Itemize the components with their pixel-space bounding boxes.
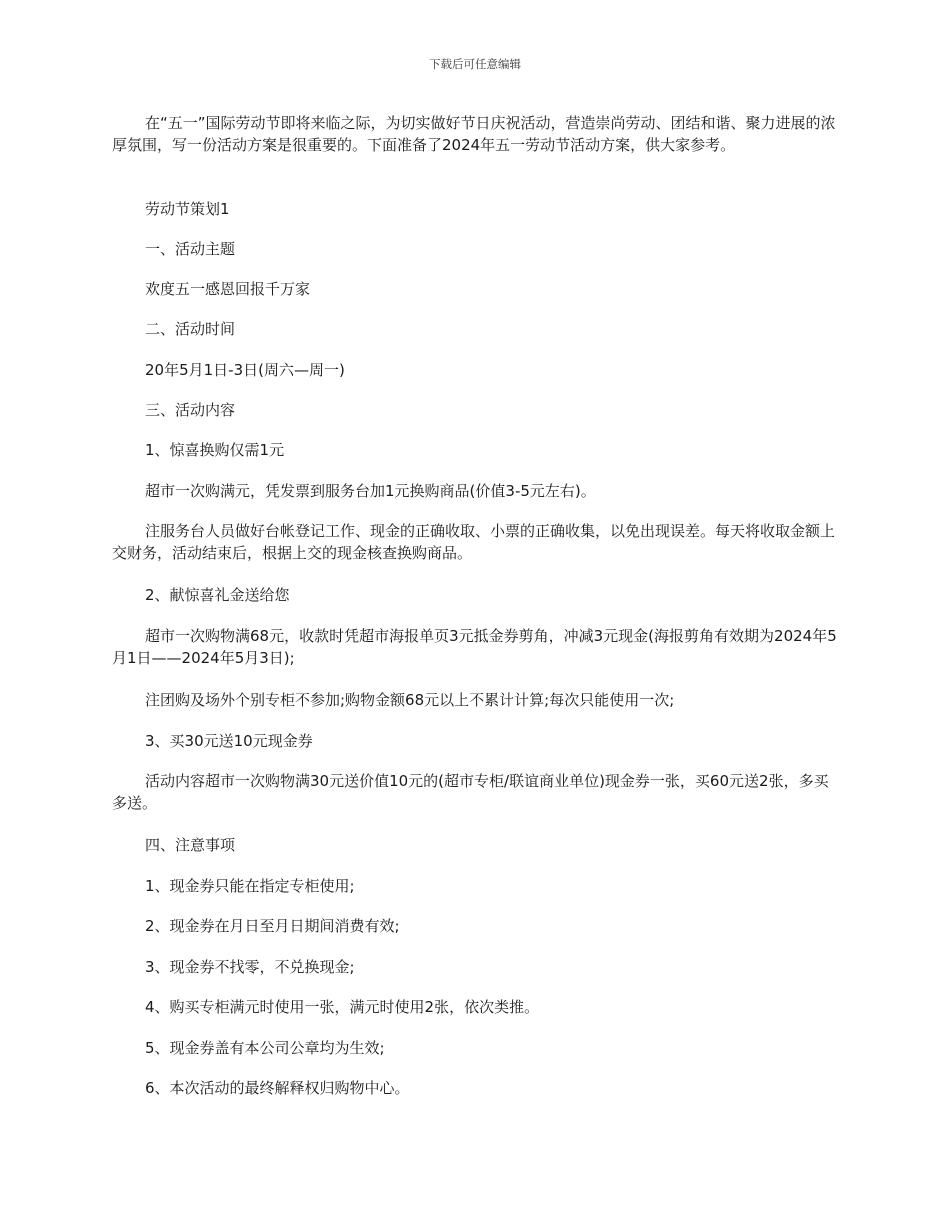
intro-paragraph: 在“五一”国际劳动节即将来临之际，为切实做好节日庆祝活动，营造崇尚劳动、团结和谐、聚力进展的浓厚氛围，写一份活动方案是很重要的。下面准备了2024年五一劳动节活动方案，供大家参考。 [112,114,836,154]
theme-text: 欢度五一感恩回报千万家 [145,280,311,298]
item-1-note: 注服务台人员做好台帐登记工作、现金的正确收取、小票的正确收集，以免出现误差。每天将收取金额上交财务，活动结束后，根据上交的现金核查换购商品。 [112,522,836,562]
note-item-3: 3、现金券不找零，不兑换现金; [145,958,355,976]
item-2-note: 注团购及场外个别专柜不参加;购物金额68元以上不累计计算;每次只能使用一次; [145,691,675,709]
note-item-2: 2、现金券在月日至月日期间消费有效; [145,917,400,935]
item-heading-2: 2、献惊喜礼金送给您 [145,586,290,604]
plan-title: 劳动节策划1 [145,200,230,218]
page-header: 下载后可任意编辑 [429,57,521,71]
note-item-6: 6、本次活动的最终解释权归购物中心。 [145,1079,410,1097]
item-heading-3: 3、买30元送10元现金券 [145,732,313,750]
item-1-text: 超市一次购满元，凭发票到服务台加1元换购商品(价值3-5元左右)。 [145,482,596,500]
item-3-text: 活动内容超市一次购物满30元送价值10元的(超市专柜/联谊商业单位)现金券一张，买60元送2张，多买多送。 [112,772,829,812]
item-2-text: 超市一次购物满68元，收款时凭超市海报单页3元抵金券剪角，冲减3元现金(海报剪角有效期为2024年5月1日——2024年5月3日); [112,627,837,667]
note-item-1: 1、现金券只能在指定专柜使用; [145,877,355,895]
section-heading-notes: 四、注意事项 [145,836,236,854]
note-item-4: 4、购买专柜满元时使用一张，满元时使用2张，依次类推。 [145,998,540,1016]
note-item-5: 5、现金券盖有本公司公章均为生效; [145,1039,385,1057]
section-heading-theme: 一、活动主题 [145,240,236,258]
time-text: 20年5月1日-3日(周六—周一) [145,361,345,379]
section-heading-content: 三、活动内容 [145,401,236,419]
section-heading-time: 二、活动时间 [145,320,236,338]
item-heading-1: 1、惊喜换购仅需1元 [145,441,285,459]
